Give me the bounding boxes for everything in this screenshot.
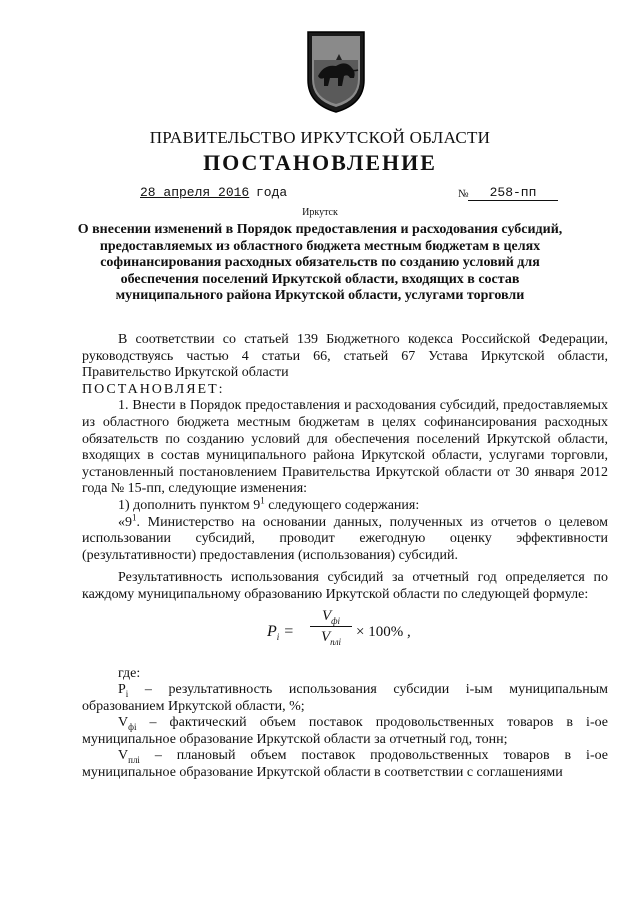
definition-pi: $P_i$ – результативность использования субсидии i-ым муниципальным образованием Иркутской области, %; [82, 682, 608, 714]
formula-numerator: $V_{фi}$ [310, 608, 352, 628]
formula-multiplier: × 100% , [356, 623, 411, 640]
coat-of-arms-emblem [306, 30, 366, 114]
item-1-paragraph: 1. Внести в Порядок предоставления и расходования субсидий, предоставляемых из областного бюджета местным бюджетам в целях софинансирования расходных обязательств по созданию условий для обеспечения поселений Иркутской области, входящих в состав муниципального района Иркутской области, услугами торговли, установленный постановлением Правительства Иркутской области от 30 января 2012 года № 15-пп, следующие изменения: [82, 398, 608, 497]
document-city: Иркутск [302, 207, 338, 218]
document-body [82, 332, 608, 782]
formula-lhs: $P_i$ = [267, 622, 295, 642]
document-heading: О внесении изменений в Порядок предоставления и расходования субсидий, предоставляемых из областного бюджета местным бюджетам в целях софинансирования расходных обязательств по созданию условий для обеспечения поселений Иркутской области, входящих в состав муниципального района Иркутской области, услугами торговли [77, 222, 563, 303]
government-name: ПРАВИТЕЛЬСТВО ИРКУТСКОЙ ОБЛАСТИ [149, 128, 491, 147]
resolves-heading: ПОСТАНОВЛЯЕТ: [82, 381, 225, 397]
point-9-1-paragraph: «$9^1$. Министерство на основании данных, полученных из отчетов о целевом использовании субсидий, проводит ежегодную оценку эффективности (результативности) предоставления (использования) субсидий. [82, 511, 608, 563]
intro-paragraph: В соответствии со статьей 139 Бюджетного кодекса Российской Федерации, руководствуясь частью 4 статьи 66, статьей 67 Устава Иркутской области, Правительство Иркутской области [82, 332, 608, 381]
number-label: № [458, 188, 469, 200]
where-label: где: [118, 665, 141, 681]
formula-fraction [310, 608, 352, 646]
document-number: 258-пп [468, 185, 558, 201]
definition-vpli: $V_{плi}$ – плановый объем поставок продовольственных товаров в i-ое муниципальное образование Иркутской области в соответствии с соглашениями [82, 748, 608, 781]
formula-denominator: $V_{плi}$ [320, 629, 342, 648]
document-date: 28 апреля 2016 [140, 185, 250, 200]
effectiveness-paragraph: Результативность использования субсидий за отчетный год определяется по каждому муниципальному образованию Иркутской области по следующей формуле: [82, 570, 608, 602]
effectiveness-formula [82, 604, 608, 666]
subitem-1-paragraph: 1) дополнить пунктом $9^1$ следующего содержания: [118, 495, 420, 513]
document-date-suffix: года [256, 185, 288, 200]
definition-vfi: $V_{фi}$ – фактический объем поставок продовольственных товаров в i-ое муниципальное образование Иркутской области за отчетный год, тонн; [82, 715, 608, 747]
document-type-title: ПОСТАНОВЛЕНИЕ [203, 150, 437, 175]
